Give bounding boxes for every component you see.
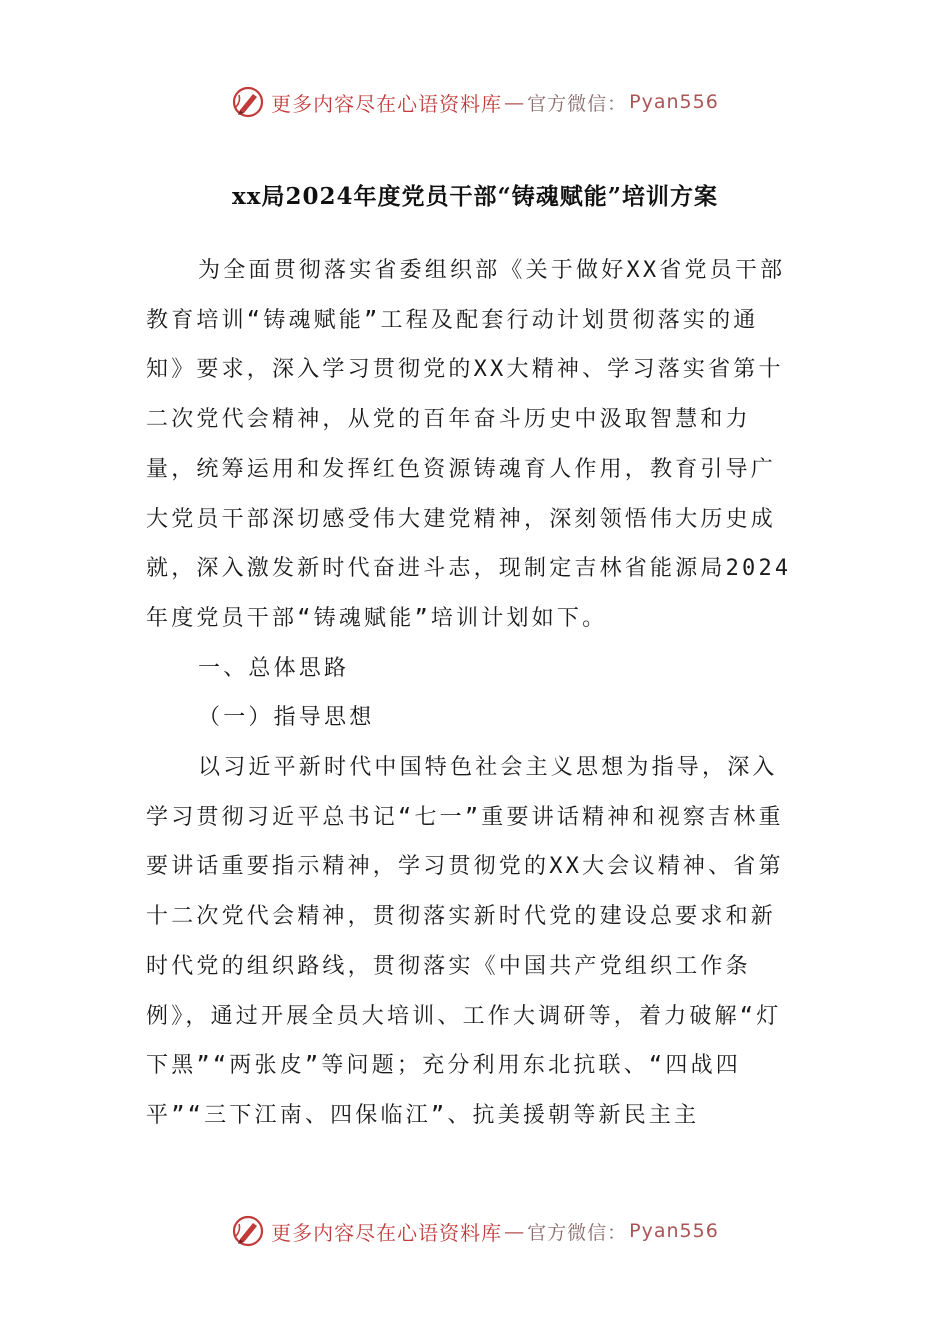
paragraph-guiding-ideology: 以习近平新时代中国特色社会主义思想为指导，深入学习贯彻习近平总书记“七一”重要讲话精神和视察吉林重要讲话重要指示精神，学习贯彻党的XX大会议精神、省第十二次党代会精神，贯彻落实新时代党的建设总要求和新时代党的组织路线，贯彻落实《中国共产党组织工作条例》，通过开展全员大培训、工作大调研等，着力破解“灯下黑”“两张皮”等问题；充分利用东北抗联、“四战四平”“三下江南、四保临江”、抗美援朝等新民主主 xyxy=(146,755,784,1128)
watermark-text: 更多内容尽在心语资料库 xyxy=(271,1220,503,1245)
section-heading: 一、总体思路 xyxy=(198,655,350,681)
watermark-text: 更多内容尽在心语资料库 xyxy=(271,91,503,116)
watermark-label: 官方微信： xyxy=(527,1221,628,1244)
watermark-wechat-id: Pyan556 xyxy=(629,91,719,113)
watermark-label: 官方微信： xyxy=(527,92,628,115)
watermark-wechat-id: Pyan556 xyxy=(629,1220,719,1242)
pen-logo-icon xyxy=(231,85,265,119)
watermark-header xyxy=(0,82,950,122)
document-title: xx局2024年度党员干部“铸魂赋能”培训方案 xyxy=(232,183,718,210)
watermark-footer xyxy=(0,1211,950,1251)
subsection-heading: （一）指导思想 xyxy=(198,705,375,731)
watermark-separator: — xyxy=(504,90,526,114)
watermark-separator: — xyxy=(504,1219,526,1243)
paragraph-intro: 为全面贯彻落实省委组织部《关于做好XX省党员干部教育培训“铸魂赋能”工程及配套行动计划贯彻落实的通知》要求，深入学习贯彻党的XX大精神、学习落实省第十二次党代会精神，从党的百年奋斗历史中汲取智慧和力量，统筹运用和发挥红色资源铸魂育人作用，教育引导广大党员干部深切感受伟大建党精神，深刻领悟伟大历史成就，深入激发新时代奋进斗志，现制定吉林省能源局2024年度党员干部“铸魂赋能”培训计划如下。 xyxy=(146,258,792,631)
document-body xyxy=(146,246,796,1141)
pen-logo-icon xyxy=(231,1214,265,1248)
